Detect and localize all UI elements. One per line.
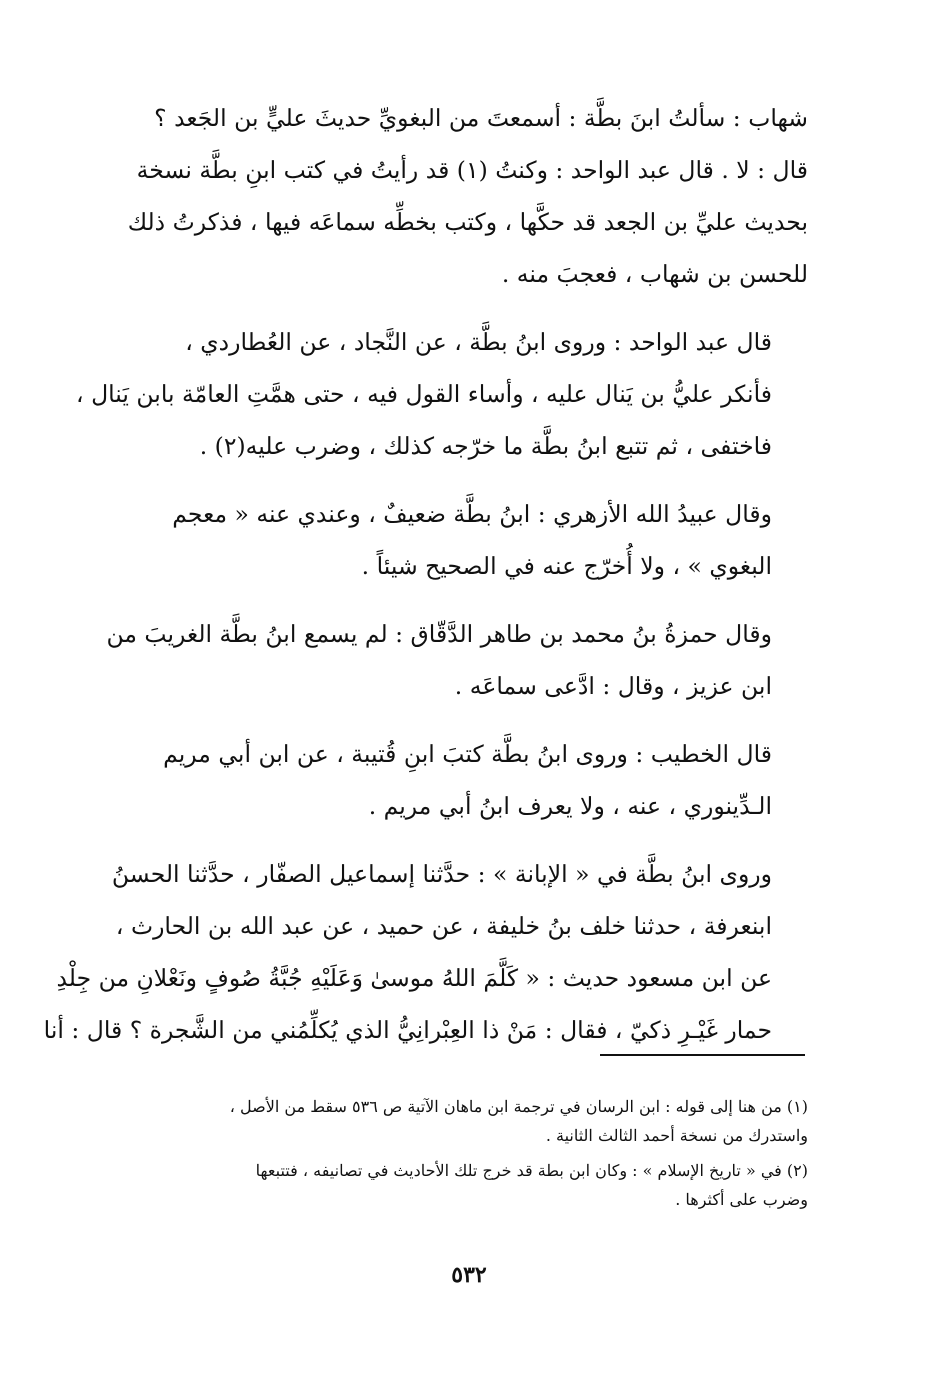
paragraph-5 [123, 728, 808, 832]
text-line: قال الخطيب : وروى ابنُ بطَّة كتبَ ابنِ قُتيبة ، عن ابن أبي مريم [163, 740, 772, 768]
text-line: وقال عبيدُ الله الأزهري : ابنُ بطَّة ضعيفٌ ، وعندي عنه « معجم [172, 500, 772, 528]
paragraph-3 [123, 488, 808, 592]
text-line: وروى ابنُ بطَّة في « الإبانة » : حدَّثنا إسماعيل الصفّار ، حدَّثنا الحسنُ [111, 860, 772, 888]
footnote-1 [123, 1092, 808, 1150]
page-number: ٥٣٢ [451, 1262, 487, 1288]
paragraph-6 [43, 848, 808, 1056]
main-text [43, 92, 808, 1072]
text-line: قال : لا . قال عبد الواحد : وكنتُ (١) قد رأيتُ في كتب ابنِ بطَّة نسخة [136, 156, 808, 184]
text-line: الـدِّينوري ، عنه ، ولا يعرف ابنُ أبي مريم . [368, 792, 772, 820]
paragraph-2 [76, 316, 808, 472]
text-line: شهاب : سألتُ ابنَ بطَّة : أسمعتَ من البغويِّ حديثَ عليٍّ بن الجَعد ؟ [154, 104, 808, 132]
text-line: فاختفى ، ثم تتبع ابنُ بطَّة ما خرّجه كذلك ، وضرب عليه(٢) . [199, 432, 772, 460]
footnote-divider [600, 1054, 805, 1056]
footnote-line: واستدرك من نسخة أحمد الثالث الثانية . [545, 1126, 808, 1145]
text-line: حمار غَيْـرِ ذكيّ ، فقال : مَنْ ذا العِبْرانِيُّ الذي يُكلِّمُني من الشَّجرة ؟ قال : أنا [43, 1016, 772, 1044]
text-line: فأنكر عليُّ بن يَنال عليه ، وأساء القول فيه ، حتى همَّتِ العامّة بابن يَنال ، [76, 380, 772, 408]
footnotes [123, 1092, 808, 1220]
footnote-line: (١) من هنا إلى قوله : ابن الرسان في ترجمة ابن ماهان الآتية ص ٥٣٦ سقط من الأصل ، [229, 1097, 808, 1116]
text-line: وقال حمزةُ بنُ محمد بن طاهر الدَّقّاق : لم يسمع ابنُ بطَّة الغريبَ من [106, 620, 772, 648]
text-line: قال عبد الواحد : وروى ابنُ بطَّة ، عن النَّجاد ، عن العُطاردي ، [185, 328, 772, 356]
paragraph-1 [123, 92, 808, 300]
text-line: ابن عزيز ، وقال : ادَّعى سماعَه . [454, 672, 772, 700]
footnote-2 [123, 1156, 808, 1214]
text-line: عن ابن مسعود حديث : « كَلَّمَ اللهُ موسىٰ وَعَلَيْهِ جُبَّةُ صُوفٍ ونَعْلانِ من جِلْدِ [56, 964, 772, 992]
footnote-line: وضرب على أكثرها . [675, 1190, 808, 1209]
text-line: ابنعرفة ، حدثنا خلف بنُ خليفة ، عن حميد ، عن عبد الله بن الحارث ، [115, 912, 772, 940]
paragraph-4 [106, 608, 808, 712]
text-line: للحسن بن شهاب ، فعجبَ منه . [501, 260, 808, 288]
text-line: بحديث عليِّ بن الجعد قد حكَّها ، وكتب بخطِّه سماعَه فيها ، فذكرتُ ذلك [127, 208, 808, 236]
text-line: البغوي » ، ولا أُخرّج عنه في الصحيح شيئاً . [361, 552, 772, 580]
footnote-line: (٢) في « تاريخ الإسلام » : وكان ابن بطة قد خرج تلك الأحاديث في تصانيفه ، فتتبعها [255, 1161, 808, 1180]
